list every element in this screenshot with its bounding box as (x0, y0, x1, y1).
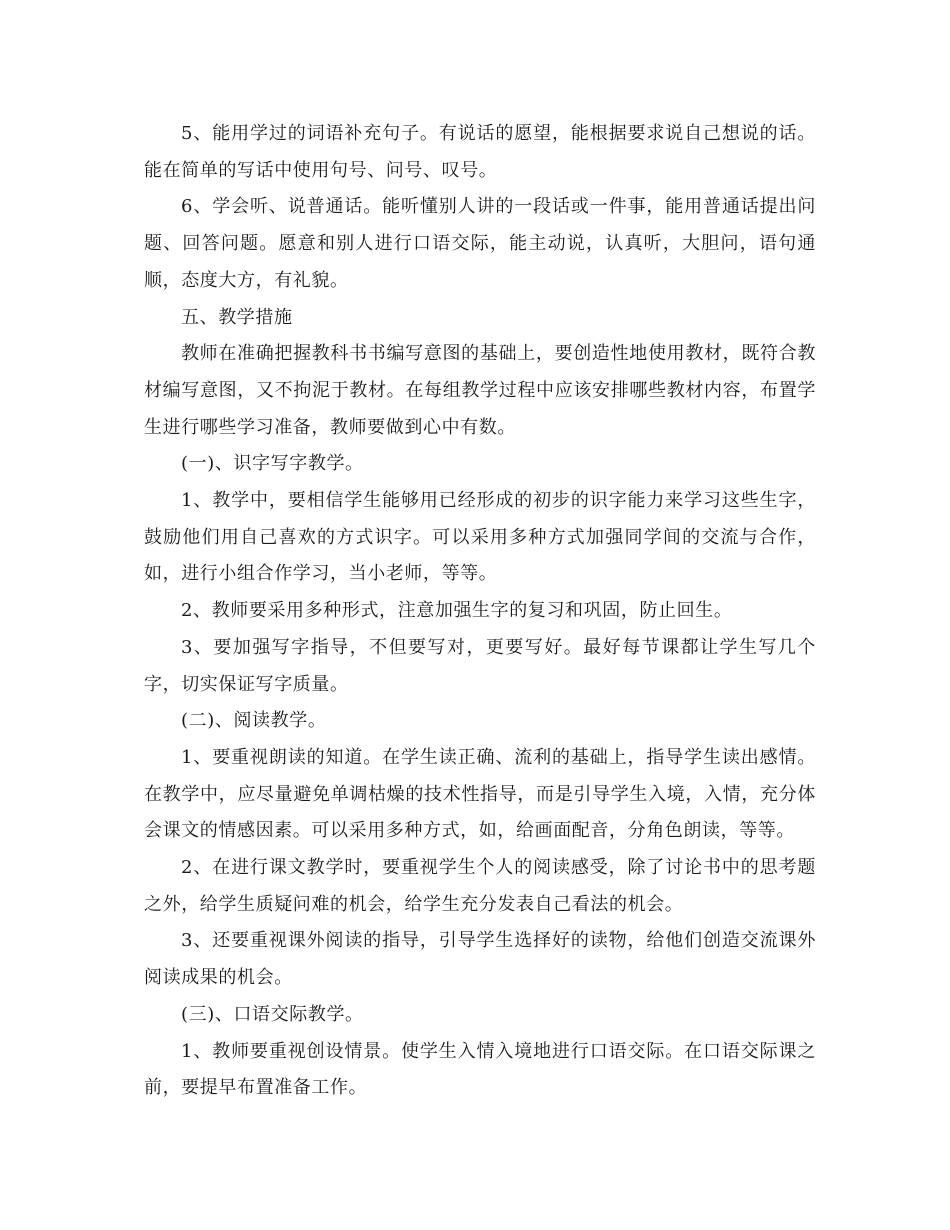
paragraph-oral-1: 1、教师要重视创设情景。使学生入情入境地进行口语交际。在口语交际课之前，要提早布置准备工作。 (144, 1040, 816, 1099)
paragraph-reading-1: 1、要重视朗读的知道。在学生读正确、流利的基础上，指导学生读出感情。在教学中，应尽量避免单调枯燥的技术性指导，而是引导学生入境，入情，充分体会课文的情感因素。可以采用多种方式，如，给画面配音，分角色朗读，等等。 (144, 746, 816, 842)
paragraph-literacy-3: 3、要加强写字指导，不但要写对，更要写好。最好每节课都让学生写几个字，切实保证写字质量。 (144, 636, 816, 695)
paragraph-literacy-2: 2、教师要采用多种形式，注意加强生字的复习和巩固，防止回生。 (181, 600, 733, 622)
subheading-literacy-writing: (一)、识字写字教学。 (181, 453, 364, 475)
paragraph-goal-6: 6、学会听、说普通话。能听懂别人讲的一段话或一件事，能用普通话提出问题、回答问题。愿意和别人进行口语交际，能主动说，认真听，大胆问，语句通顺，态度大方，有礼貌。 (144, 196, 816, 291)
paragraph-teaching-measures-intro: 教师在准确把握教科书书编写意图的基础上，要创造性地使用教材，既符合教材编写意图，又不拘泥于教材。在每组教学过程中应该安排哪些教材内容，布置学生进行哪些学习准备，教师要做到心中有数。 (144, 343, 816, 438)
document-body (144, 116, 816, 1107)
paragraph-goal-5: 5、能用学过的词语补充句子。有说话的愿望，能根据要求说自己想说的话。能在简单的写话中使用句号、问号、叹号。 (144, 123, 816, 181)
paragraph-reading-3: 3、还要重视课外阅读的指导，引导学生选择好的读物，给他们创造交流课外阅读成果的机会。 (144, 930, 816, 989)
section-heading-teaching-measures: 五、教学措施 (181, 306, 293, 328)
subheading-oral-communication: (三)、口语交际教学。 (181, 1003, 364, 1025)
paragraph-literacy-1: 1、教学中，要相信学生能够用已经形成的初步的识字能力来学习这些生字，鼓励他们用自己喜欢的方式识字。可以采用多种方式加强同学间的交流与合作，如，进行小组合作学习，当小老师，等等。 (144, 490, 816, 585)
paragraph-reading-2: 2、在进行课文教学时，要重视学生个人的阅读感受，除了讨论书中的思考题之外，给学生质疑问难的机会，给学生充分发表自己看法的机会。 (144, 857, 816, 915)
subheading-reading: (二)、阅读教学。 (181, 710, 327, 732)
